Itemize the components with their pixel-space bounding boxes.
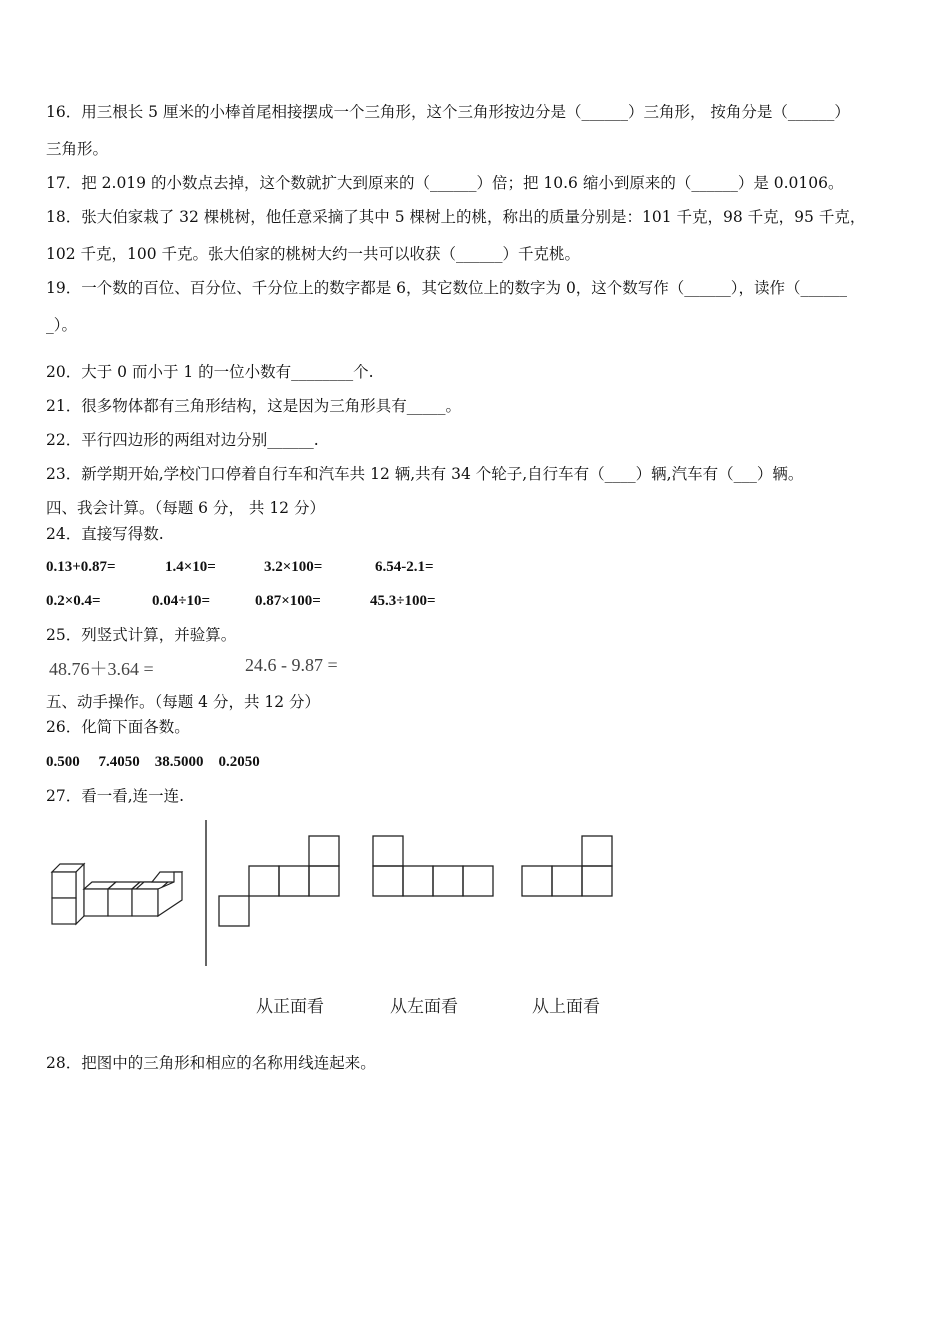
calc-item: 0.13+0.87= [46, 559, 116, 575]
section-5-heading: 五、动手操作。（每题 4 分，共 12 分） [46, 693, 321, 711]
calc-item: 0.04÷10= [152, 593, 211, 609]
question-17: 17．把 2.019 的小数点去掉，这个数就扩大到原来的（______）倍；把 10.6 缩小到原来的（______）是 0.0106。 [46, 174, 844, 192]
question-28: 28．把图中的三角形和相应的名称用线连起来。 [46, 1054, 376, 1072]
calc-item: 3.2×100= [264, 559, 323, 575]
view-shape-1 [218, 834, 340, 928]
calc-item: 1.4×10= [165, 559, 216, 575]
question-18-line1: 18．张大伯家栽了 32 棵桃树，他任意采摘了其中 5 棵树上的桃，称出的质量分别是：101 千克，98 千克，95 千克， [46, 208, 866, 226]
calc-item: 45.3÷100= [370, 593, 436, 609]
label-front-view: 从正面看 [256, 997, 324, 1017]
question-16-line1: 16．用三根长 5 厘米的小棒首尾相接摆成一个三角形，这个三角形按边分是（______）三角形， 按角分是（______） [46, 103, 850, 121]
section-4-heading: 四、我会计算。（每题 6 分， 共 12 分） [46, 499, 325, 517]
calc-item: 0.2×0.4= [46, 593, 101, 609]
question-26-values: 0.500 7.4050 38.5000 0.2050 [46, 754, 260, 770]
question-24-title: 24．直接写得数. [46, 525, 164, 543]
question-16-line2: 三角形。 [46, 140, 109, 158]
question-18-line2: 102 千克，100 千克。张大伯家的桃树大约一共可以收获（______）千克桃。 [46, 245, 581, 263]
view-shape-3 [521, 834, 615, 898]
vertical-calc-expression-1: 48.76＋3.64 = [49, 659, 154, 679]
cube-solid-figure [48, 860, 188, 930]
question-22: 22．平行四边形的两组对边分别______. [46, 431, 319, 449]
question-27-title: 27．看一看,连一连. [46, 787, 185, 805]
question-23: 23．新学期开始,学校门口停着自行车和汽车共 12 辆,共有 34 个轮子,自行车有（____）辆,汽车有（___）辆。 [46, 465, 804, 483]
question-19-line2: _）。 [46, 316, 78, 334]
question-21: 21．很多物体都有三角形结构，这是因为三角形具有_____。 [46, 397, 461, 415]
calc-item: 0.87×100= [255, 593, 321, 609]
question-20: 20．大于 0 而小于 1 的一位小数有________个. [46, 363, 374, 381]
label-left-view: 从左面看 [390, 997, 458, 1017]
label-top-view: 从上面看 [532, 997, 600, 1017]
question-26-title: 26．化简下面各数。 [46, 718, 190, 736]
question-25-title: 25．列竖式计算，并验算。 [46, 626, 237, 644]
calc-item: 6.54-2.1= [375, 559, 434, 575]
question-19-line1: 19．一个数的百位、百分位、千分位上的数字都是 6，其它数位上的数字为 0，这个数写作（______），读作（______ [46, 279, 848, 297]
vertical-calc-expression-2: 24.6 - 9.87 = [245, 655, 338, 675]
divider-line [203, 820, 209, 966]
view-shape-2 [372, 834, 496, 898]
